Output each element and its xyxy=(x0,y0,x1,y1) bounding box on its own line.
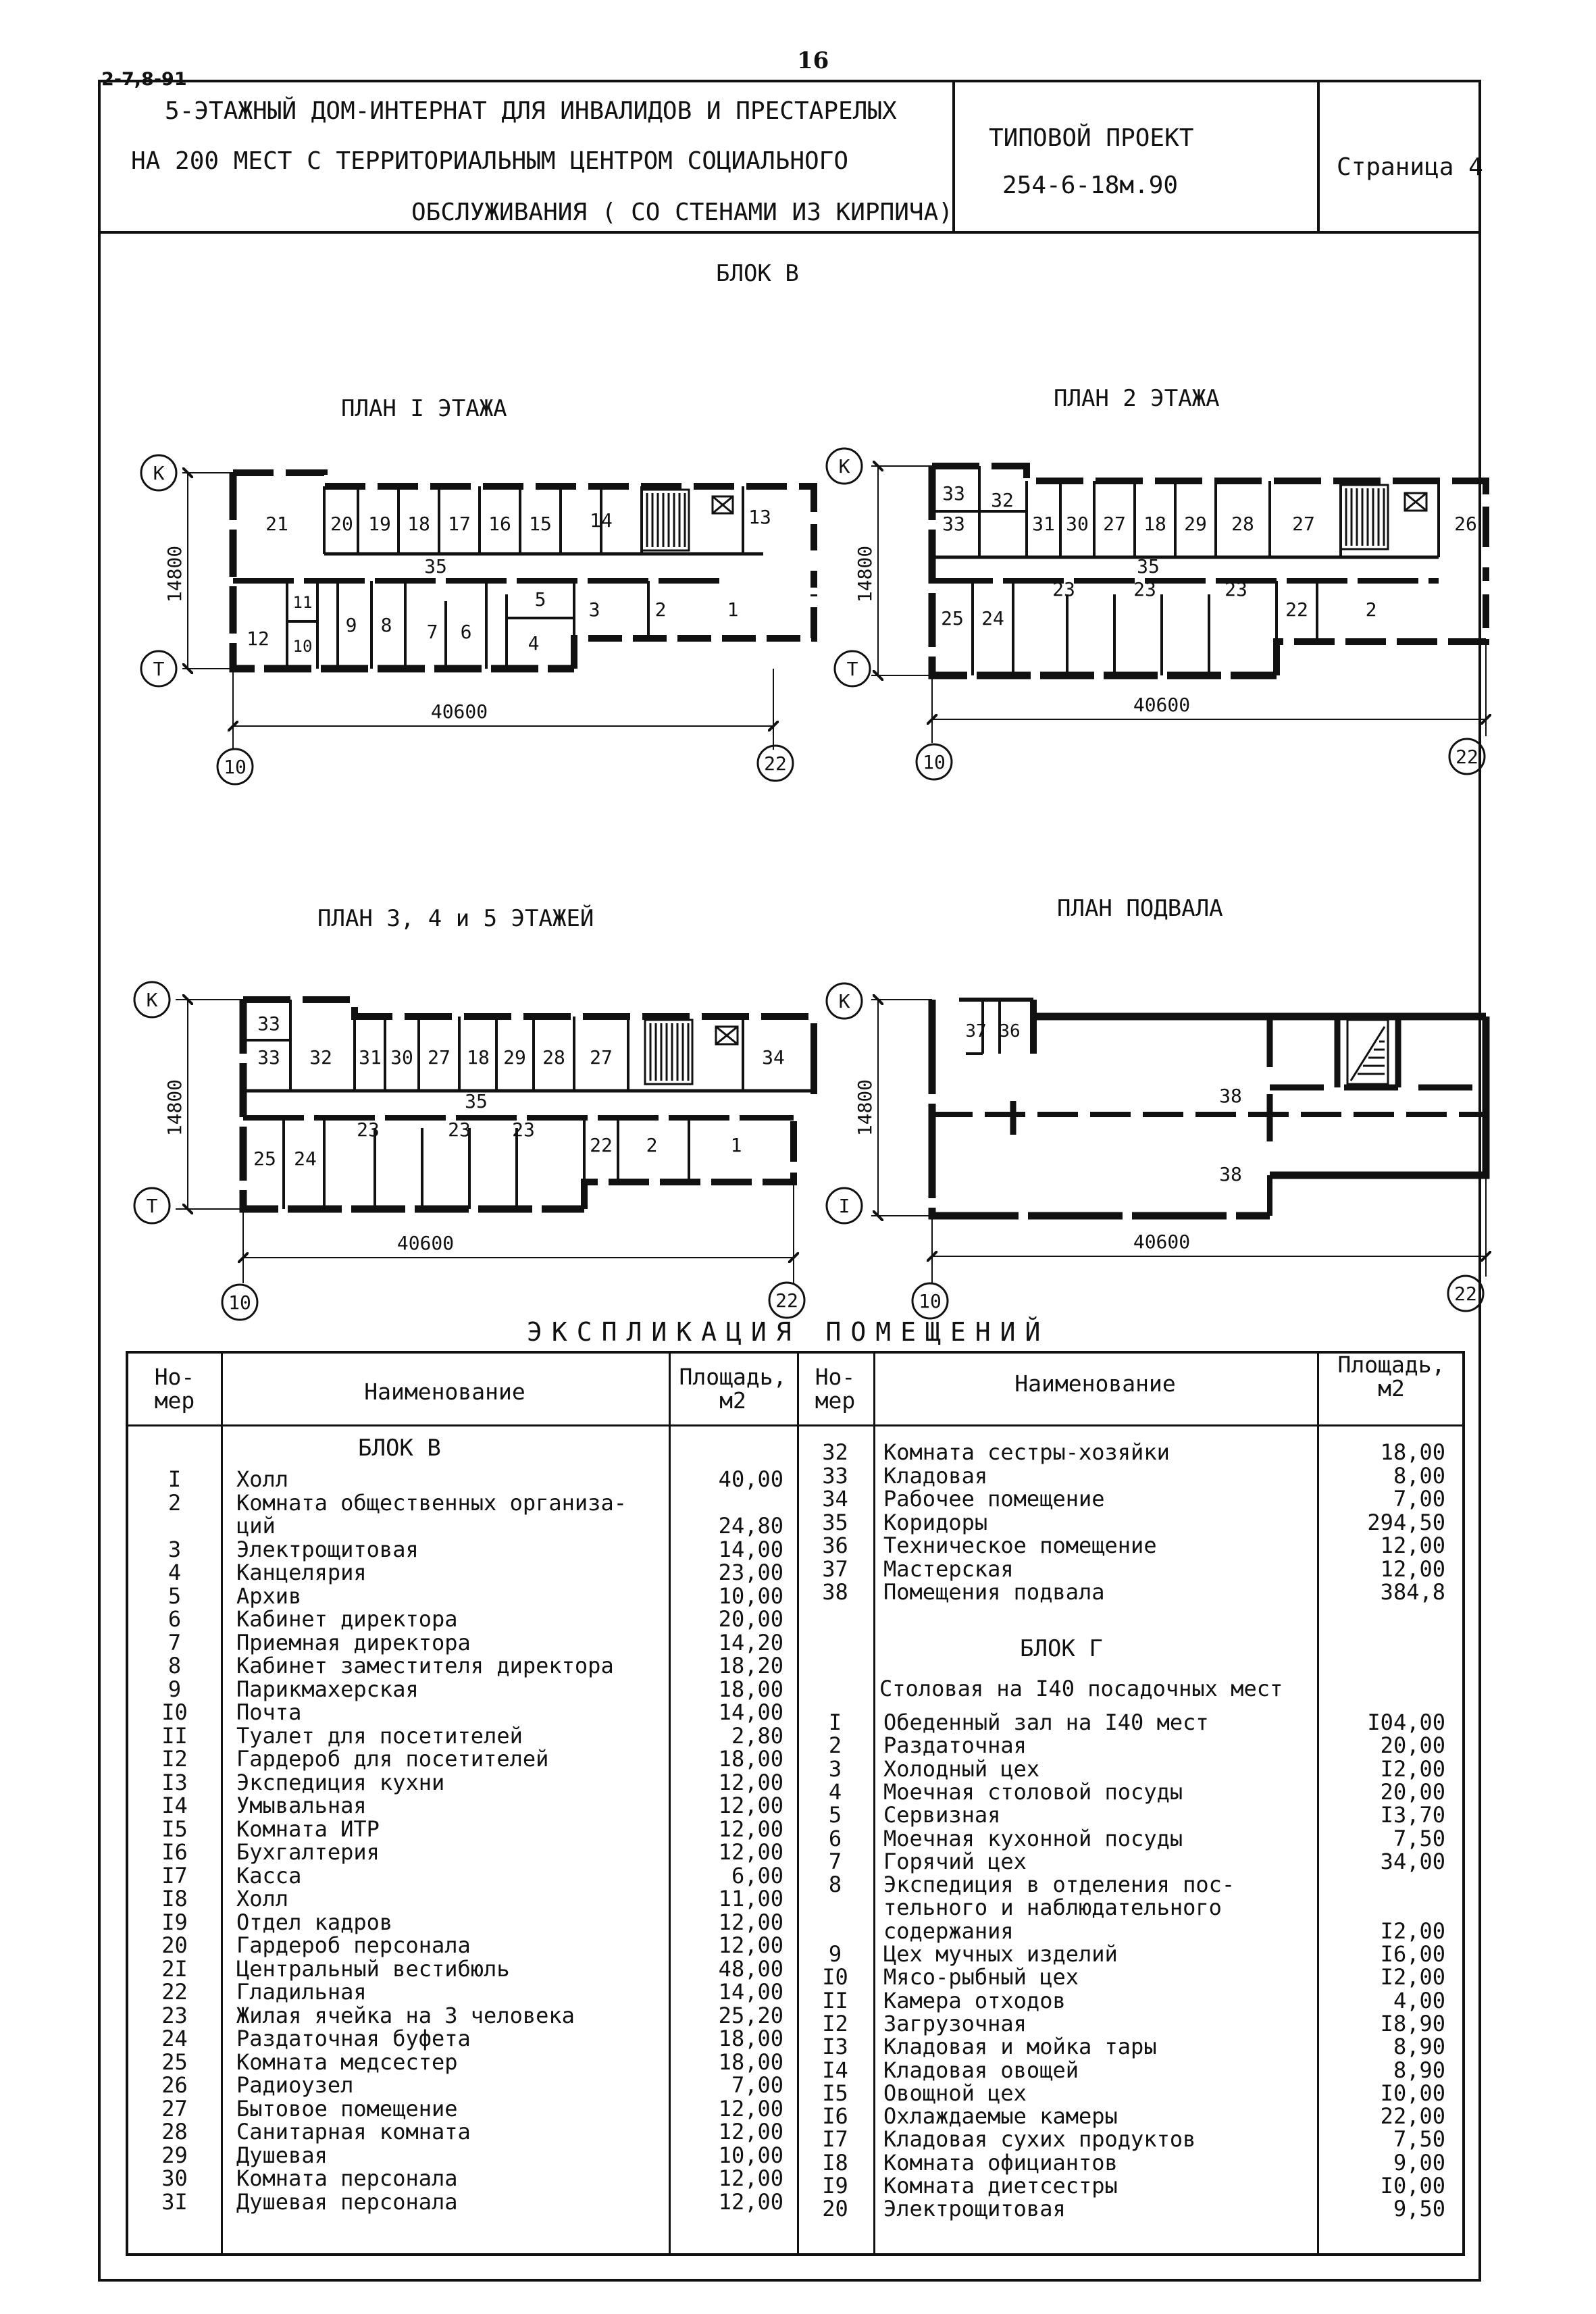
row-number: 35 xyxy=(822,1509,848,1535)
plan2-room-label: 24 xyxy=(981,607,1004,629)
row-area: 7,00 xyxy=(731,2072,783,2098)
row-area: 11,00 xyxy=(718,1886,783,1911)
row-area: 12,00 xyxy=(718,1909,783,1935)
header-name-right: Наименование xyxy=(1014,1370,1176,1397)
row-name: Касса xyxy=(236,1862,302,1888)
plan2-width-dim: 40600 xyxy=(1133,694,1191,716)
row-name: Туалет для посетителей xyxy=(236,1722,523,1749)
row-name: Гардероб для посетителей xyxy=(236,1746,549,1772)
plan3-room-label: 34 xyxy=(762,1046,785,1069)
row-number: I9 xyxy=(822,2173,848,2199)
plan3-room-label: 35 xyxy=(465,1090,488,1112)
row-number: I6 xyxy=(161,1839,188,1865)
row-number: 3 xyxy=(828,1755,842,1782)
plan4-axis-bottom: I xyxy=(838,1195,850,1217)
row-number: 27 xyxy=(161,2095,188,2122)
row-area: 8,90 xyxy=(1393,2057,1445,2083)
header-number-left: Но- мер xyxy=(154,1364,195,1414)
row-number: 36 xyxy=(822,1533,848,1558)
row-number: 23 xyxy=(161,2002,188,2028)
row-name: Санитарная комната xyxy=(236,2119,471,2144)
row-name: Жилая ячейка на 3 человека xyxy=(236,2002,575,2028)
plan3-room-label: 32 xyxy=(309,1046,332,1069)
row-number: I3 xyxy=(161,1769,188,1795)
plan2-room-label: 35 xyxy=(1137,555,1160,577)
row-number: 4 xyxy=(168,1560,182,1585)
row-number: 38 xyxy=(822,1579,848,1605)
row-area: 12,00 xyxy=(718,1769,783,1795)
plan3-room-label: 23 xyxy=(357,1119,380,1141)
plan4-axis-right: 22 xyxy=(1454,1283,1477,1305)
plan2-room-label: 33 xyxy=(942,482,965,505)
row-name: Помещения подвала xyxy=(883,1579,1105,1605)
plan3-axis-left: 10 xyxy=(228,1291,251,1314)
row-number: I8 xyxy=(161,1886,188,1911)
explication-title: ЭКСПЛИКАЦИЯ ПОМЕЩЕНИЙ xyxy=(527,1317,1050,1347)
plan2-axis-top: К xyxy=(838,455,850,478)
row-area: 23,00 xyxy=(718,1560,783,1585)
plan3-room-label: 33 xyxy=(257,1012,280,1035)
row-area: 24,80 xyxy=(718,1513,783,1539)
plan2-room-label: 25 xyxy=(941,607,964,629)
row-area: 14,20 xyxy=(718,1629,783,1655)
plan2-room-label: 18 xyxy=(1143,513,1166,535)
row-area: 18,00 xyxy=(1380,1439,1445,1465)
plan1-room-label: 3 xyxy=(588,598,600,621)
plan1-room-label: 12 xyxy=(247,627,269,650)
row-name: Сервизная xyxy=(883,1802,1001,1828)
plan3-room-label: 30 xyxy=(390,1046,413,1069)
plan2-drawing xyxy=(827,448,1486,779)
row-area: 7,50 xyxy=(1393,1825,1445,1851)
plan1-room-label: 17 xyxy=(448,513,471,535)
row-number: 5 xyxy=(828,1802,842,1828)
plan4-axis-top: К xyxy=(838,990,850,1012)
row-name: Архив xyxy=(236,1583,302,1609)
row-area: 4,00 xyxy=(1393,1987,1445,2013)
title-line-2: НА 200 МЕСТ С ТЕРРИТОРИАЛЬНЫМ ЦЕНТРОМ СОЦИАЛЬНОГО xyxy=(131,147,849,175)
plan1-room-label: 5 xyxy=(534,588,546,611)
row-name: Комната сестры-хозяйки xyxy=(883,1439,1170,1465)
row-number: 3 xyxy=(168,1536,182,1562)
row-number: 20 xyxy=(822,2196,848,2222)
plan4-room-label: 38 xyxy=(1219,1085,1242,1107)
row-number: 8 xyxy=(828,1872,842,1898)
row-name: Мастерская xyxy=(883,1555,1014,1582)
plan1-axis-right: 22 xyxy=(764,752,787,775)
row-number: 3I xyxy=(161,2188,188,2215)
plan3-axis-right: 22 xyxy=(775,1289,798,1312)
plan2-room-label: 32 xyxy=(991,489,1014,511)
row-name: Гардероб персонала xyxy=(236,1932,471,1958)
row-name: содержания xyxy=(883,1918,1014,1944)
row-number: 9 xyxy=(168,1676,182,1702)
row-number: II xyxy=(822,1987,848,2013)
header-name-left: Наименование xyxy=(364,1379,525,1405)
project-number: 254-6-18м.90 xyxy=(1002,172,1179,199)
row-number: 2 xyxy=(168,1489,182,1516)
plan1-labels xyxy=(153,462,787,778)
row-area: 12,00 xyxy=(718,1932,783,1958)
row-number: I7 xyxy=(161,1862,188,1888)
row-area: 18,20 xyxy=(718,1653,783,1678)
row-name: Бухгалтерия xyxy=(236,1839,380,1865)
row-name: Загрузочная xyxy=(883,2010,1027,2036)
plan4-room-label: 37 xyxy=(965,1021,987,1042)
row-number: I5 xyxy=(161,1816,188,1842)
plan3-room-label: 2 xyxy=(646,1134,658,1156)
row-area: 12,00 xyxy=(718,1793,783,1818)
row-number: I9 xyxy=(161,1909,188,1935)
title-line-1: 5-ЭТАЖНЫЙ ДОМ-ИНТЕРНАТ ДЛЯ ИНВАЛИДОВ И ПРЕСТАРЕЛЫХ xyxy=(165,97,897,125)
row-area: 10,00 xyxy=(718,1583,783,1609)
row-number: 6 xyxy=(168,1606,182,1632)
row-number: 32 xyxy=(822,1439,848,1465)
row-number: II xyxy=(161,1722,188,1749)
row-area: 20,00 xyxy=(1380,1778,1445,1805)
plan3-room-label: 23 xyxy=(512,1119,535,1141)
plan4-height-dim: 14800 xyxy=(854,1079,876,1137)
row-number: 4 xyxy=(828,1778,842,1805)
row-name: Парикмахерская xyxy=(236,1676,419,1702)
row-number: 24 xyxy=(161,2026,188,2051)
row-number: 22 xyxy=(161,1979,188,2005)
row-area: 9,50 xyxy=(1393,2196,1445,2222)
row-name: Приемная директора xyxy=(236,1629,471,1655)
row-name: Камера отходов xyxy=(883,1987,1066,2013)
plan1-room-label: 19 xyxy=(368,513,391,535)
plan3-room-label: 22 xyxy=(590,1134,613,1156)
row-number: I0 xyxy=(822,1964,848,1990)
row-name: Комната медсестер xyxy=(236,2049,458,2075)
row-area: 8,90 xyxy=(1393,2034,1445,2060)
row-number: I5 xyxy=(822,2080,848,2106)
plan4-room-label: 38 xyxy=(1219,1163,1242,1185)
row-area: I6,00 xyxy=(1380,1941,1445,1967)
section-block-v: БЛОК В xyxy=(358,1435,441,1462)
row-number: I2 xyxy=(822,2010,848,2036)
row-name: Радиоузел xyxy=(236,2072,354,2098)
row-name: Техническое помещение xyxy=(883,1533,1157,1558)
row-area: 14,00 xyxy=(718,1536,783,1562)
row-area: 9,00 xyxy=(1393,2149,1445,2176)
row-number: I8 xyxy=(822,2149,848,2176)
plan3-room-label: 29 xyxy=(503,1046,526,1069)
row-name: Овощной цех xyxy=(883,2080,1027,2106)
row-area: I0,00 xyxy=(1380,2080,1445,2106)
row-name: тельного и наблюдательного xyxy=(883,1895,1222,1921)
row-area: 18,00 xyxy=(718,2049,783,2075)
row-number: 25 xyxy=(161,2049,188,2075)
plan1-axis-bottom: Т xyxy=(153,658,165,680)
row-name: Комната персонала xyxy=(236,2165,458,2191)
row-number: 37 xyxy=(822,1555,848,1582)
page-label: Страница 4 xyxy=(1337,153,1483,181)
plan3-width-dim: 40600 xyxy=(396,1232,455,1254)
row-area: 25,20 xyxy=(718,2002,783,2028)
row-number: I xyxy=(168,1466,182,1492)
plan1-room-label: 10 xyxy=(292,637,313,656)
plan2-room-label: 28 xyxy=(1231,513,1254,535)
row-name: Холл xyxy=(236,1886,289,1911)
plan2-room-label: 22 xyxy=(1285,598,1308,621)
row-name: Комната ИТР xyxy=(236,1816,380,1842)
row-name: Моечная кухонной посуды xyxy=(883,1825,1183,1851)
row-area: 8,00 xyxy=(1393,1462,1445,1489)
project-label: ТИПОВОЙ ПРОЕКТ xyxy=(989,124,1194,152)
row-area: 7,50 xyxy=(1393,2126,1445,2153)
row-area: 2,80 xyxy=(731,1722,783,1749)
row-number: 30 xyxy=(161,2165,188,2191)
plan1-room-label: 9 xyxy=(345,614,357,636)
plan2-room-label: 30 xyxy=(1066,513,1089,535)
row-number: 33 xyxy=(822,1462,848,1489)
plan4-width-dim: 40600 xyxy=(1133,1231,1191,1253)
plan3-title: ПЛАН 3, 4 и 5 ЭТАЖЕЙ xyxy=(317,905,594,932)
row-name: Гладильная xyxy=(236,1979,367,2005)
row-name: Обеденный зал на I40 мест xyxy=(883,1709,1209,1735)
plan2-room-label: 23 xyxy=(1133,578,1156,600)
block-title: БЛОК В xyxy=(716,260,799,287)
row-number: I3 xyxy=(822,2034,848,2060)
row-area: 6,00 xyxy=(731,1862,783,1888)
row-area: 20,00 xyxy=(718,1606,783,1632)
row-name: Раздаточная буфета xyxy=(236,2026,471,2051)
row-number: 2 xyxy=(828,1732,842,1759)
plan1-drawing xyxy=(141,455,814,784)
row-name: Мясо-рыбный цех xyxy=(883,1964,1079,1990)
row-area: 18,00 xyxy=(718,2026,783,2051)
row-name: ций xyxy=(236,1513,276,1539)
row-area: 18,00 xyxy=(718,1746,783,1772)
row-area: 384,8 xyxy=(1380,1579,1445,1605)
row-name: Канцелярия xyxy=(236,1560,367,1585)
row-name: Экспедиция кухни xyxy=(236,1769,445,1795)
plan2-axis-left: 10 xyxy=(923,751,946,773)
row-area: 12,00 xyxy=(718,2165,783,2191)
header-area-right: Площадь, м2 xyxy=(1337,1352,1445,1402)
row-area: 34,00 xyxy=(1380,1848,1445,1874)
plan2-title: ПЛАН 2 ЭТАЖА xyxy=(1054,385,1220,412)
row-number: 34 xyxy=(822,1486,848,1512)
row-name: Экспедиция в отделения пос- xyxy=(883,1872,1235,1898)
plan3-room-label: 31 xyxy=(359,1046,382,1069)
subsection-dining: Столовая на I40 посадочных мест xyxy=(879,1676,1283,1701)
row-number: I0 xyxy=(161,1699,188,1725)
row-area: 12,00 xyxy=(718,2095,783,2122)
row-name: Горячий цех xyxy=(883,1848,1027,1874)
row-area: 12,00 xyxy=(718,1816,783,1842)
row-number: 2I xyxy=(161,1955,188,1982)
plan4-drawing xyxy=(827,983,1486,1318)
row-number: 20 xyxy=(161,1932,188,1958)
row-name: Центральный вестибюль xyxy=(236,1955,510,1982)
plan3-room-label: 28 xyxy=(542,1046,565,1069)
plan1-room-label: 18 xyxy=(407,513,430,535)
plan1-room-label: 6 xyxy=(460,621,472,643)
header-area-left: Площадь, м2 xyxy=(679,1364,787,1414)
row-number: 29 xyxy=(161,2142,188,2168)
row-name: Кабинет заместителя директора xyxy=(236,1653,614,1678)
row-area: 48,00 xyxy=(718,1955,783,1982)
row-number: 6 xyxy=(828,1825,842,1851)
plan1-room-label: 13 xyxy=(748,506,771,528)
row-name: Холодный цех xyxy=(883,1755,1040,1782)
row-number: I6 xyxy=(822,2103,848,2130)
plan1-axis-top: К xyxy=(153,462,165,484)
row-area: I8,90 xyxy=(1380,2010,1445,2036)
row-area: I2,00 xyxy=(1380,1755,1445,1782)
sheet-code: 2-7,8-91 xyxy=(101,69,187,90)
plan3-height-dim: 14800 xyxy=(163,1079,186,1137)
row-name: Почта xyxy=(236,1699,302,1725)
plan3-room-label: 25 xyxy=(253,1148,276,1170)
row-name: Раздаточная xyxy=(883,1732,1027,1759)
row-number: I4 xyxy=(161,1793,188,1818)
plan1-width-dim: 40600 xyxy=(430,700,488,723)
plan3-room-label: 18 xyxy=(467,1046,490,1069)
row-area: I04,00 xyxy=(1367,1709,1445,1735)
row-area: 12,00 xyxy=(718,2119,783,2144)
plan1-room-label: 11 xyxy=(292,593,313,612)
row-area: I2,00 xyxy=(1380,1918,1445,1944)
row-name: Отдел кадров xyxy=(236,1909,393,1935)
row-number: I xyxy=(828,1709,842,1735)
header-number-right: Но- мер xyxy=(815,1364,856,1414)
plan3-room-label: 27 xyxy=(590,1046,613,1069)
row-area: I2,00 xyxy=(1380,1964,1445,1990)
plan3-room-label: 24 xyxy=(294,1148,317,1170)
plan1-height-dim: 14800 xyxy=(163,545,186,603)
row-name: Комната общественных организа- xyxy=(236,1489,627,1516)
plan1-room-label: 20 xyxy=(330,513,353,535)
plan2-height-dim: 14800 xyxy=(854,545,876,603)
plan2-room-label: 2 xyxy=(1365,598,1377,621)
row-number: I2 xyxy=(161,1746,188,1772)
row-area: 294,50 xyxy=(1367,1509,1445,1535)
row-area: 12,00 xyxy=(1380,1533,1445,1558)
plan1-room-label: 2 xyxy=(654,598,667,621)
row-number: I7 xyxy=(822,2126,848,2153)
row-name: Комната официантов xyxy=(883,2149,1118,2176)
explication-table xyxy=(126,1351,1465,2256)
row-name: Кладовая и мойка тары xyxy=(883,2034,1157,2060)
row-area: 20,00 xyxy=(1380,1732,1445,1759)
section-block-g: БЛОК Г xyxy=(1020,1635,1103,1662)
row-name: Рабочее помещение xyxy=(883,1486,1105,1512)
plan4-title: ПЛАН ПОДВАЛА xyxy=(1057,895,1223,922)
row-number: 9 xyxy=(828,1941,842,1967)
row-number: 8 xyxy=(168,1653,182,1678)
plan1-room-label: 1 xyxy=(727,598,739,621)
plan1-room-label: 8 xyxy=(380,614,392,636)
row-area: 10,00 xyxy=(718,2142,783,2168)
plan3-axis-bottom: Т xyxy=(146,1195,158,1217)
plan2-axis-bottom: Т xyxy=(846,658,858,680)
plan1-room-label: 14 xyxy=(590,509,613,532)
plan1-room-label: 15 xyxy=(529,513,552,535)
plan3-axis-top: К xyxy=(146,989,158,1011)
row-area: 40,00 xyxy=(718,1466,783,1492)
title-line-3: ОБСЛУЖИВАНИЯ ( СО СТЕНАМИ ИЗ КИРПИЧА) xyxy=(411,199,953,226)
row-name: Холл xyxy=(236,1466,289,1492)
row-name: Кладовая овощей xyxy=(883,2057,1079,2083)
plan1-room-label: 35 xyxy=(424,555,447,577)
plan3-room-label: 1 xyxy=(730,1134,742,1156)
row-name: Электрощитовая xyxy=(236,1536,419,1562)
row-number: 26 xyxy=(161,2072,188,2098)
plan1-room-label: 4 xyxy=(527,632,540,654)
plan1-title: ПЛАН I ЭТАЖА xyxy=(341,395,507,422)
row-name: Душевая xyxy=(236,2142,328,2168)
row-area: 7,00 xyxy=(1393,1486,1445,1512)
row-name: Комната диетсестры xyxy=(883,2173,1118,2199)
plan3-room-label: 23 xyxy=(448,1119,471,1141)
row-number: 28 xyxy=(161,2119,188,2144)
row-area: 12,00 xyxy=(1380,1555,1445,1582)
row-number: 7 xyxy=(168,1629,182,1655)
plan2-room-label: 26 xyxy=(1454,513,1477,535)
row-number: 5 xyxy=(168,1583,182,1609)
plan1-room-label: 21 xyxy=(265,513,288,535)
row-name: Моечная столовой посуды xyxy=(883,1778,1183,1805)
row-name: Бытовое помещение xyxy=(236,2095,458,2122)
row-name: Кладовая сухих продуктов xyxy=(883,2126,1196,2153)
row-area: I3,70 xyxy=(1380,1802,1445,1828)
plan2-axis-right: 22 xyxy=(1456,746,1478,768)
row-name: Кладовая xyxy=(883,1462,988,1489)
row-name: Умывальная xyxy=(236,1793,367,1818)
plan3-drawing xyxy=(134,982,814,1320)
row-name: Охлаждаемые камеры xyxy=(883,2103,1118,2130)
plan2-room-label: 23 xyxy=(1052,578,1075,600)
row-name: Электрощитовая xyxy=(883,2196,1066,2222)
row-area: 22,00 xyxy=(1380,2103,1445,2130)
row-area: 14,00 xyxy=(718,1979,783,2005)
plan2-room-label: 23 xyxy=(1225,578,1247,600)
plan2-room-label: 31 xyxy=(1032,513,1055,535)
plan1-room-label: 7 xyxy=(426,621,438,643)
plan1-room-label: 16 xyxy=(488,513,511,535)
row-number: 7 xyxy=(828,1848,842,1874)
plan4-room-label: 36 xyxy=(999,1021,1021,1042)
plan3-room-label: 33 xyxy=(257,1046,280,1069)
plan2-room-label: 33 xyxy=(942,513,965,535)
plan1-axis-left: 10 xyxy=(224,756,247,778)
plan2-room-label: 27 xyxy=(1103,513,1126,535)
row-number: I4 xyxy=(822,2057,848,2083)
row-name: Кабинет директора xyxy=(236,1606,458,1632)
plan3-room-label: 27 xyxy=(428,1046,451,1069)
plan2-room-label: 27 xyxy=(1292,513,1315,535)
row-area: 12,00 xyxy=(718,1839,783,1865)
page-number: 16 xyxy=(797,47,829,74)
row-area: I0,00 xyxy=(1380,2173,1445,2199)
row-name: Коридоры xyxy=(883,1509,988,1535)
row-name: Цех мучных изделий xyxy=(883,1941,1118,1967)
plan2-room-label: 29 xyxy=(1184,513,1207,535)
row-area: 14,00 xyxy=(718,1699,783,1725)
plan4-axis-left: 10 xyxy=(919,1290,942,1312)
row-area: 18,00 xyxy=(718,1676,783,1702)
row-area: 12,00 xyxy=(718,2188,783,2215)
row-name: Душевая персонала xyxy=(236,2188,458,2215)
